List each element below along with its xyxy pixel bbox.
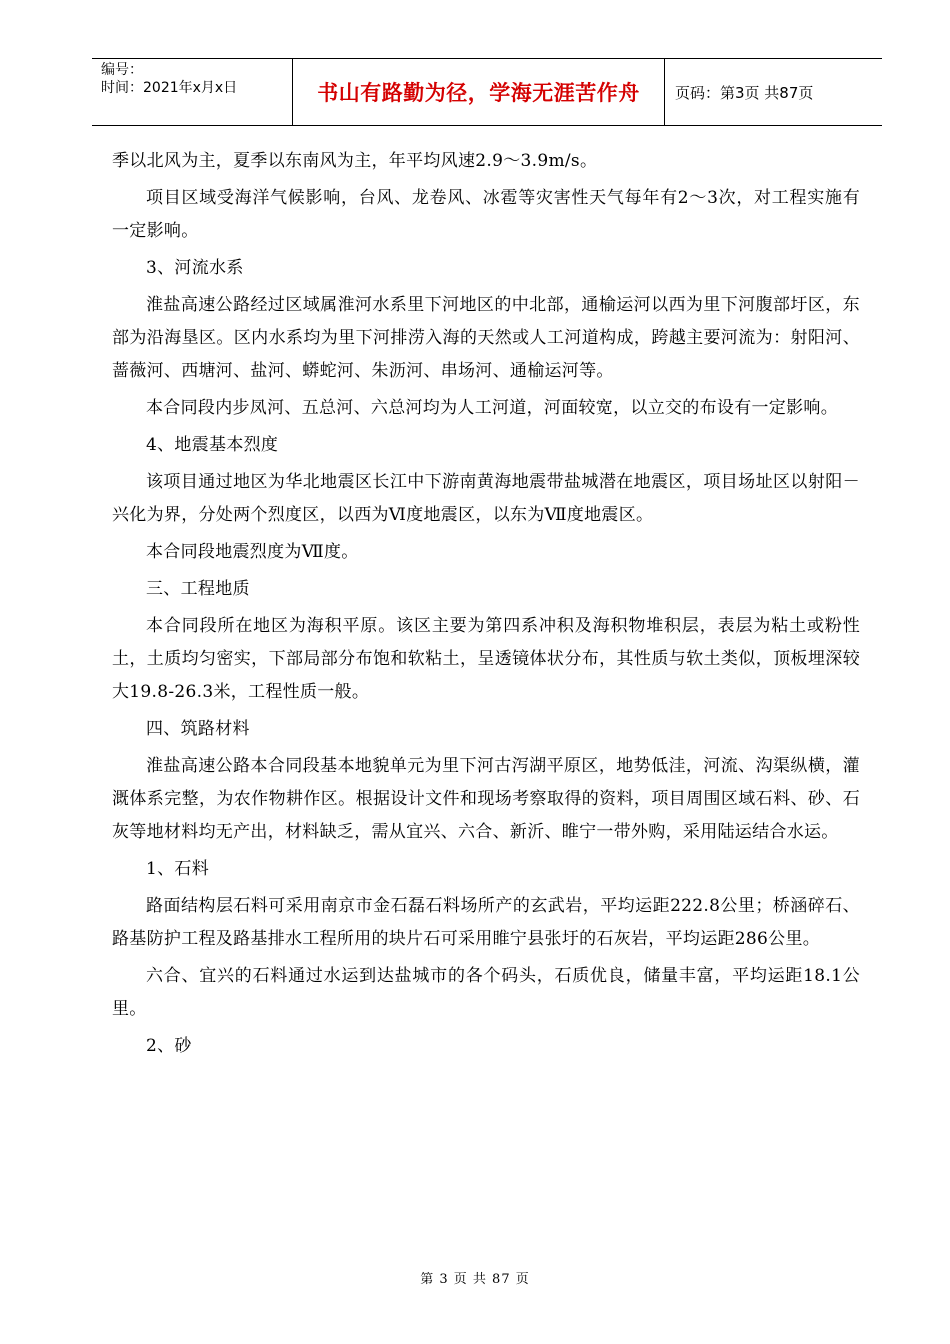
paragraph: 路面结构层石料可采用南京市金石磊石料场所产的玄武岩，平均运距222.8公里；桥涵碎石、路基防护工程及路基排水工程所用的块片石可采用睢宁县张圩的石灰岩，平均运距286公里。: [112, 896, 860, 949]
paragraph: 本合同段内步凤河、五总河、六总河均为人工河道，河面较宽，以立交的布设有一定影响。: [146, 398, 838, 418]
document-number-label: 编号：: [101, 62, 143, 78]
document-body: [112, 145, 860, 1067]
section-heading: 三、工程地质: [146, 579, 250, 599]
header-page-code: 页码：第3页 共87页: [675, 83, 814, 102]
header-page-cell: [665, 59, 882, 125]
page-footer: 第 3 页 共 87 页: [420, 1272, 530, 1287]
header-motto-cell: [293, 59, 665, 125]
paragraph: 本合同段所在地区为海积平原。该区主要为第四系冲积及海积物堆积层，表层为粘土或粉性土，土质均匀密实，下部局部分布饱和软粘土，呈透镜体状分布，其性质与软土类似，顶板埋深较大19.8-26.3米，工程性质一般。: [112, 616, 860, 702]
section-heading: 4、地震基本烈度: [146, 435, 279, 455]
paragraph: 淮盐高速公路本合同段基本地貌单元为里下河古泻湖平原区，地势低洼，河流、沟渠纵横，灌溉体系完整，为农作物耕作区。根据设计文件和现场考察取得的资料，项目周围区域石料、砂、石灰等地材料均无产出，材料缺乏，需从宜兴、六合、新沂、睢宁一带外购，采用陆运结合水运。: [112, 756, 860, 842]
document-header: [92, 58, 882, 126]
paragraph: 项目区域受海洋气候影响，台风、龙卷风、冰雹等灾害性天气每年有2～3次，对工程实施有一定影响。: [112, 188, 860, 241]
paragraph-continued: 季以北风为主，夏季以东南风为主，年平均风速2.9～3.9m/s。: [112, 151, 598, 171]
header-info-cell: [92, 59, 293, 125]
paragraph: 六合、宜兴的石料通过水运到达盐城市的各个码头，石质优良，储量丰富，平均运距18.1公里。: [112, 966, 860, 1019]
header-motto: 书山有路勤为径，学海无涯苦作舟: [317, 81, 640, 105]
paragraph: 淮盐高速公路经过区域属淮河水系里下河地区的中北部，通榆运河以西为里下河腹部圩区，东部为沿海垦区。区内水系均为里下河排涝入海的天然或人工河道构成，跨越主要河流为：射阳河、蔷薇河、西塘河、盐河、蟒蛇河、朱沥河、串场河、通榆运河等。: [112, 295, 860, 381]
section-heading: 3、河流水系: [146, 258, 244, 278]
paragraph: 本合同段地震烈度为Ⅶ度。: [146, 542, 359, 562]
paragraph: 该项目通过地区为华北地震区长江中下游南黄海地震带盐城潜在地震区，项目场址区以射阳－兴化为界，分处两个烈度区，以西为Ⅵ度地震区，以东为Ⅶ度地震区。: [112, 472, 860, 525]
section-heading: 四、筑路材料: [146, 719, 250, 739]
document-time-label: 时间：2021年x月x日: [101, 80, 238, 96]
section-heading: 1、石料: [146, 859, 210, 879]
section-heading: 2、砂: [146, 1036, 192, 1056]
